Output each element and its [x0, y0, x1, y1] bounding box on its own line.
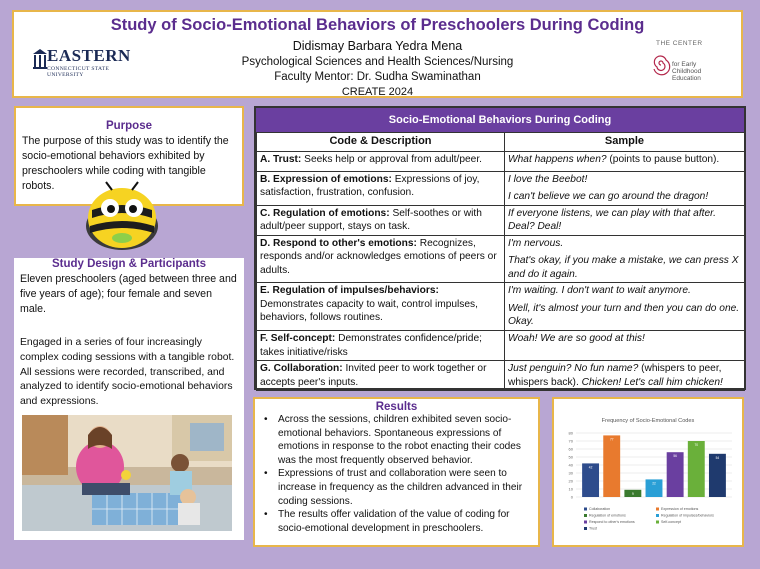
author-name: Didismay Barbara Yedra Mena: [292, 39, 463, 53]
sample-cell: I'm nervous. That's okay, if you make a mistake, we can press X and do it again.: [505, 235, 745, 283]
legend-swatch: [656, 508, 659, 511]
data-label: 9: [631, 491, 634, 496]
center-logo-line3: Education: [672, 75, 701, 82]
data-label: 22: [652, 481, 656, 486]
table-row: [257, 171, 745, 205]
legend-label: Regulation of impulses/behaviors: [661, 513, 714, 518]
sample-cell: Woah! We are so good at this!: [505, 331, 745, 361]
center-logo-arc: THE CENTER: [656, 40, 703, 47]
bar: [688, 441, 705, 497]
table-row: [257, 235, 745, 283]
y-tick-label: 0: [570, 494, 573, 500]
code-cell: A. Trust: Seeks help or approval from adult/peer.: [257, 151, 505, 171]
sample-cell: If everyone listens, we can play with that after. Deal? Deal!: [505, 205, 745, 235]
center-logo-line1: for Early: [672, 61, 697, 68]
sample-cell: I'm waiting. I don't want to wait anymore. Well, it's almost your turn and then you can do one. Okay.: [505, 283, 745, 331]
y-tick-label: 50: [568, 454, 573, 460]
list-item: • Across the sessions, children exhibited seven socio-emotional behaviors. Spontaneous expressions of emotions in response to the robot enacting their codes was the most frequently observed behavior.: [263, 413, 534, 467]
table-row: [257, 205, 745, 235]
data-label: 77: [609, 437, 614, 442]
legend-label: Regulation of emotions: [589, 513, 626, 518]
code-cell: F. Self-concept: Demonstrates confidence/pride; takes initiative/risks: [257, 331, 505, 361]
conference-name: CREATE 2024: [341, 86, 414, 98]
code-cell: C. Regulation of emotions: Self-soothes or with adult/peer support, stays on task.: [257, 205, 505, 235]
sample-cell: Just penguin? No fun name? (whispers to peer, whispers back). Chicken! Let's call him chicken!: [505, 361, 745, 391]
table-title: Socio-Emotional Behaviors During Coding: [256, 108, 744, 132]
column-header-code: Code & Description: [257, 133, 505, 152]
legend-label: Trust: [589, 526, 598, 531]
sample-cell: I love the Beebot! I can't believe we can go around the dragon!: [505, 171, 745, 205]
bar: [603, 435, 620, 497]
data-label: 70: [694, 443, 699, 447]
y-tick-label: 20: [568, 478, 573, 484]
behaviors-table: [256, 132, 745, 391]
eastern-logo-sub: CONNECTICUT STATE UNIVERSITY: [47, 66, 110, 78]
bar: [709, 454, 726, 497]
purpose-title: Purpose: [105, 120, 152, 132]
data-label: 42: [588, 465, 593, 470]
eastern-logo-name: EASTERN: [47, 46, 131, 65]
legend-swatch: [584, 514, 587, 517]
y-tick-label: 30: [568, 470, 573, 476]
y-tick-label: 70: [568, 438, 573, 444]
table-row: [257, 283, 745, 331]
table-header-row: [257, 133, 745, 152]
chart-title: Frequency of Socio-Emotional Codes: [601, 418, 695, 424]
legend-label: Expression of emotions: [661, 507, 699, 511]
legend-swatch: [584, 521, 587, 524]
y-tick-label: 60: [568, 446, 573, 452]
y-tick-label: 80: [568, 430, 573, 436]
participants-text: Eleven preschoolers (aged between three and five years of age); four female and seven male.: [20, 273, 237, 315]
faculty-mentor: Faculty Mentor: Dr. Sudha Swaminathan: [274, 71, 481, 83]
study-design-title: Study Design & Participants: [51, 258, 206, 270]
results-title: Results: [375, 401, 418, 413]
legend-label: Respond to other's emotions: [589, 520, 635, 524]
y-tick-label: 40: [568, 462, 573, 468]
spiral-icon: [648, 50, 674, 80]
results-list: [255, 413, 538, 535]
legend-swatch: [656, 514, 659, 517]
sample-cell: What happens when? (points to pause button).: [505, 151, 745, 171]
behaviors-table-panel: [254, 106, 746, 390]
poster-title: Study of Socio-Emotional Behaviors of Preschoolers During Coding: [110, 16, 645, 34]
legend-label: Collaboration: [589, 507, 611, 511]
purpose-text: The purpose of this study was to identify the socio-emotional behaviors exhibited by preschoolers while coding with tangible robots.: [22, 135, 229, 192]
sessions-text: Engaged in a series of four increasingly complex coding sessions with a tangible robot. All sessions were recorded, transcribed, and analyzed to identify socio-emotional behaviors and expressions.: [20, 337, 235, 408]
legend-label: Self-concept: [661, 520, 681, 524]
study-design-section: [14, 258, 244, 540]
results-section: [253, 397, 540, 547]
department: Psychological Sciences and Health Sciences/Nursing: [241, 56, 514, 68]
data-label: 54: [715, 455, 720, 460]
building-icon: [32, 48, 48, 70]
code-cell: B. Expression of emotions: Expressions of joy, satisfaction, frustration, confusion.: [257, 171, 505, 205]
bar: [667, 452, 684, 497]
center-logo: [640, 38, 720, 90]
legend-swatch: [584, 527, 587, 530]
code-cell: G. Collaboration: Invited peer to work together or accepts peer's inputs.: [257, 361, 505, 391]
table-row: [257, 151, 745, 171]
code-cell: D. Respond to other's emotions: Recognizes, responds and/or acknowledges emotions of peers or adults.: [257, 235, 505, 283]
legend-swatch: [584, 508, 587, 511]
beebot-robot-image: [80, 180, 162, 256]
frequency-bar-chart: [554, 399, 742, 545]
legend-swatch: [656, 521, 659, 524]
chart-panel: [552, 397, 744, 547]
eastern-logo: [32, 46, 142, 76]
table-row: [257, 361, 745, 391]
list-item: • Expressions of trust and collaboration were seen to increase in frequency as the children advanced in their coding sessions.: [263, 467, 534, 508]
center-logo-line2: Childhood: [672, 68, 702, 75]
list-item: • The results offer validation of the value of coding for socio-emotional development in preschoolers.: [263, 508, 534, 535]
data-label: 56: [673, 454, 677, 459]
column-header-sample: Sample: [505, 133, 745, 152]
classroom-photo: [22, 415, 232, 531]
poster-header: [12, 10, 743, 98]
y-tick-label: 10: [568, 486, 573, 492]
code-cell: E. Regulation of impulses/behaviors: Demonstrates capacity to wait, control impulses, behaviors, follows routines.: [257, 283, 505, 331]
table-row: [257, 331, 745, 361]
